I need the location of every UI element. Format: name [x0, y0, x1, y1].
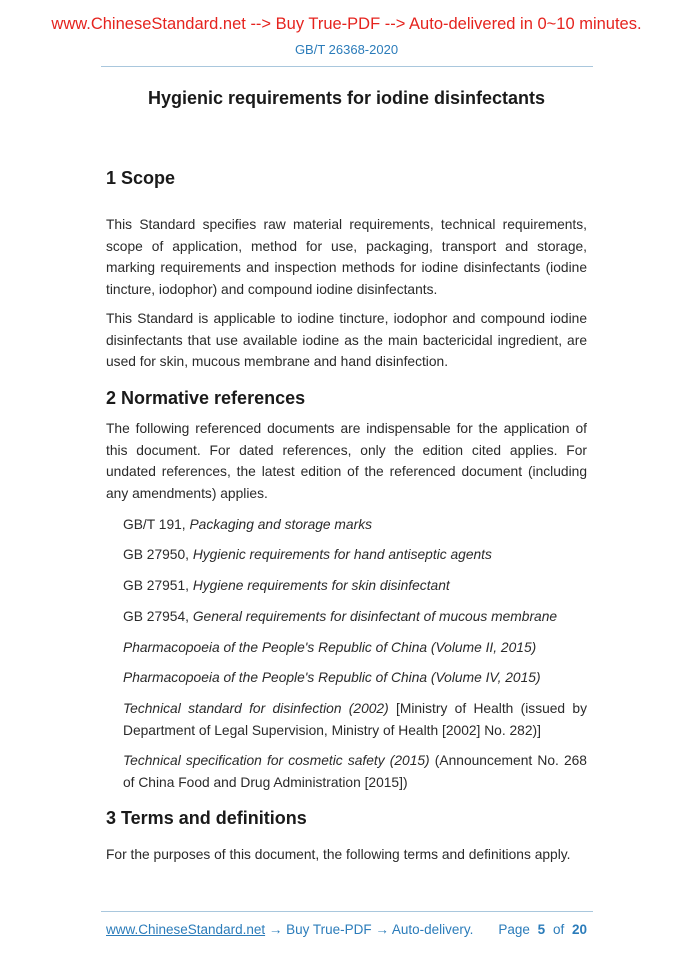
- reference-item: [123, 667, 587, 689]
- reference-title: Pharmacopoeia of the People's Republic of China (Volume II, 2015): [123, 639, 537, 655]
- reference-suffix: [Ministry of Health (issued by Department of Legal Supervision, Ministry of Health [2002] No. 282)]: [123, 700, 587, 738]
- page-total: 20: [571, 922, 587, 937]
- reference-item: [123, 698, 587, 741]
- reference-code: GB 27954,: [123, 608, 193, 624]
- page-indicator: [494, 921, 587, 939]
- footer-site-link[interactable]: www.ChineseStandard.net: [106, 922, 266, 937]
- standard-number: GB/T 26368-2020: [294, 42, 399, 57]
- reference-code: GB 27951,: [123, 578, 193, 594]
- document-body: [106, 167, 587, 865]
- reference-title: Hygiene requirements for skin disinfectant: [192, 578, 450, 594]
- section-heading-normative-references: 2 Normative references: [106, 387, 306, 408]
- reference-suffix: (Announcement No. 268 of China Food and Drug Administration [2015]): [123, 753, 587, 791]
- reference-title: Hygienic requirements for hand antiseptic agents: [192, 547, 492, 563]
- reference-title: Packaging and storage marks: [189, 516, 372, 532]
- footer-promo-tail: → Buy True-PDF → Auto-delivery.: [268, 922, 474, 937]
- reference-title: Technical specification for cosmetic safety (2015): [123, 753, 430, 769]
- section-heading-scope: 1 Scope: [106, 168, 176, 188]
- reference-item: [123, 514, 587, 536]
- header-divider: [101, 66, 593, 67]
- reference-item: [123, 637, 587, 659]
- page-label: Page: [498, 922, 530, 937]
- reference-title: General requirements for disinfectant of mucous membrane: [192, 608, 558, 624]
- document-title: Hygienic requirements for iodine disinfectants: [147, 88, 546, 108]
- promo-banner: www.ChineseStandard.net --> Buy True-PDF --> Auto-delivered in 0~10 minutes.: [51, 15, 642, 33]
- reference-item: [123, 606, 587, 628]
- reference-item: [123, 750, 587, 793]
- footer-promo: [106, 921, 473, 939]
- reference-code: GB/T 191,: [123, 516, 190, 532]
- reference-item: [123, 575, 587, 597]
- reference-item: [123, 544, 587, 566]
- page-of-label: of: [552, 922, 565, 937]
- page-current: 5: [537, 922, 546, 937]
- reference-code: GB 27950,: [123, 547, 193, 563]
- normative-references-intro: The following referenced documents are indispensable for the application of this document. For dated references, only the edition cited applies. For undated references, the latest edition of the referenced document (including any amendments) applies.: [106, 420, 587, 502]
- footer-divider: [101, 911, 593, 912]
- reference-title: Pharmacopoeia of the People's Republic of China (Volume IV, 2015): [123, 670, 541, 686]
- scope-paragraph-1: This Standard specifies raw material requirements, technical requirements, scope of application, method for use, packaging, transport and storage, marking requirements and inspection methods for iodine disinfectants (iodine tincture, iodophor) and compound iodine disinfectants.: [106, 217, 587, 298]
- scope-paragraph-2: This Standard is applicable to iodine tincture, iodophor and compound iodine disinfectants that use available iodine as the main bactericidal ingredient, are used for skin, mucous membrane and hand disinfection.: [106, 310, 587, 370]
- reference-title: Technical standard for disinfection (2002): [123, 700, 389, 716]
- page-footer: [0, 903, 693, 939]
- section-heading-terms-and-definitions: 3 Terms and definitions: [106, 807, 307, 828]
- terms-intro-paragraph: For the purposes of this document, the following terms and definitions apply.: [106, 846, 571, 862]
